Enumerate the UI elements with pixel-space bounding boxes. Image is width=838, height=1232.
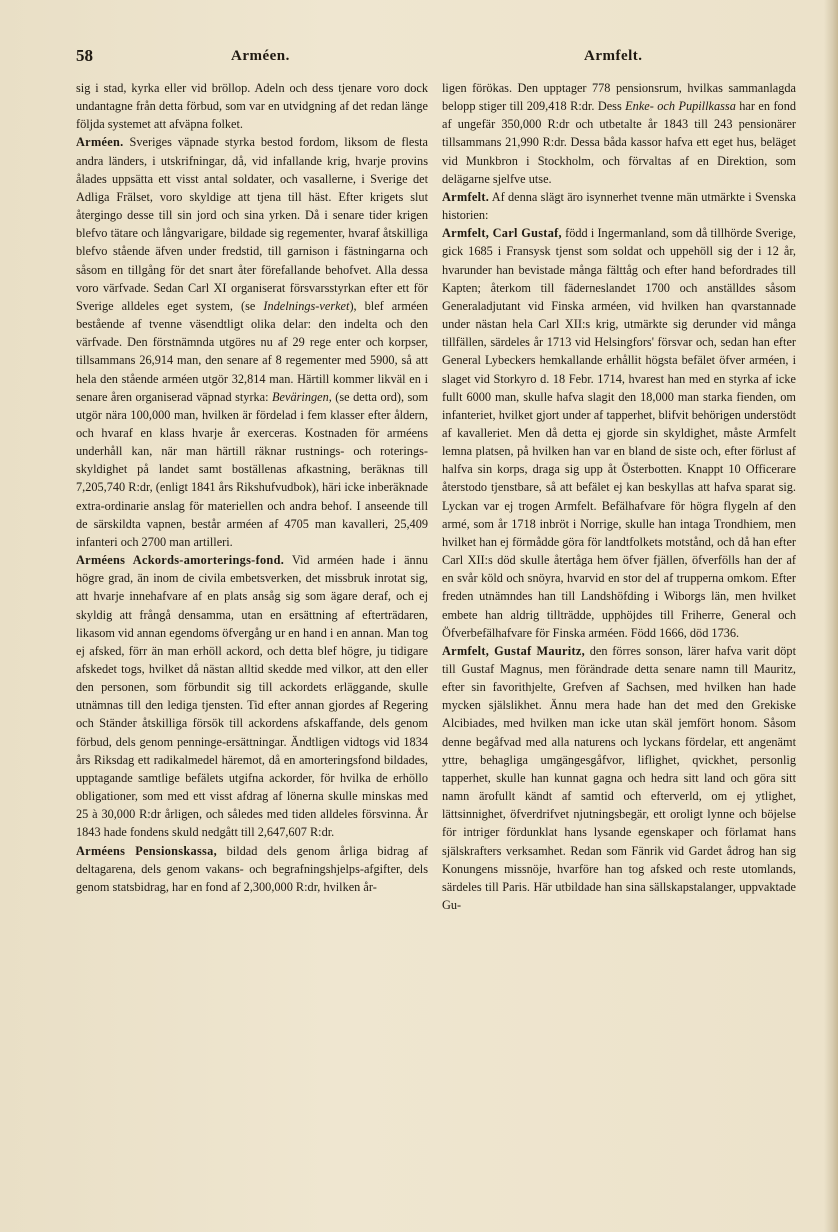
continuation-paragraph — [76, 79, 428, 133]
entry-armfelt-gustaf-mauritz — [442, 642, 796, 914]
right-column — [442, 79, 796, 1209]
entry-headword: Arméens Ackords-amorterings-fond. — [76, 553, 285, 568]
page-number: 58 — [76, 46, 93, 65]
entry-text: den förres sonson, lärer hafva varit döpt till Gustaf Magnus, men förändrade detta senare namn till Mauritz, efter sin favorithjelte, Grefven af Sachsen, med hvilken han hade mycken själslikhet. Ännu mera hade han det med den Grekiske Alcibiades, med hvilken man icke utan skäl jemfört honom. Såsom denne begåfvad med alla naturens och lyckans fördelar, ett angenämt yttre, behagliga umgängesgåfvor, liflighet, qvickhet, personlig tapperhet, skulle han kunnat gagna och hedra sitt land och göra sitt namn ärofullt kändt af samtid och efterverld, om ej ytlighet, lättsinnighet, öfverdrifvet njutningsbegär, ett oroligt lynne och böjelse för intriger fördunklat hans lysande egenskaper och förlamat hans själskrafters verksamhet. Redan som Fänrik vid Gardet ådrog han sig Konungens missnöje, hvarföre han tog afsked och reste utomlands, särdeles till Paris. Här utbildade han sina sällskapstalanger, uppvaktade Gu- — [442, 643, 796, 913]
entry-headword: Armfelt, Carl Gustaf, — [442, 226, 562, 241]
entry-text: Af denna slägt äro isynnerhet tvenne män utmärkte i Svenska historien: — [442, 189, 796, 223]
continuation-paragraph — [442, 79, 796, 188]
entry-text: född i Ingermanland, som då tillhörde Sverige, gick 1685 i Fransysk tjenst som soldat och uppehöll sig der i 12 år, hvarunder han bevistade många fälttåg och efter hand befordrades till Kapten; återkom till fäderneslandet 1700 och anställdes såsom Generaladjutant vid Finska arméen, vid hvilken han qvarstannade under nästan hela Carl XII:s krig, utmärkte sig derunder vid många tillfällen, särdeles år 1713 vid Helsingfors' försvar och, sedan han efter General Lybeckers hemkallande erhållit högsta befälet öfver arméen, i slaget vid Storkyro d. 18 Febr. 1714, hvarest han med en styrka af icke fullt 6000 man, skulle hafva slagit den 18,000 man starka fienden, om infanteriet, hvilket gjort under af tapperhet, blifvit behörigen understödt af kavalleriet. Men då detta ej gjorde sin skyldighet, måste Armfelt lemna platsen, på hvilken han var en bland de siste och, efter förlust af halfva sin korps, draga sig upp åt Österbotten. Knappt 10 Officerare återstodo tjenstbare, så att befälet ej kan beskyllas att hafva sparat sig. Lyckan var ej trogen Armfelt. Befälhafvare för högra flygeln af den armé, som år 1718 inbröt i Norrige, skulle han intaga Trondhiem, men hvilket han ej förmådde göra för landtfolkets motstånd, och då han efter Carl XII:s död skulle återtåga hem öfver fjällen, öfverfölls han der af en svår köld och snöyra, hvarvid en stor del af trupperna omkom. Efter freden utnämndes han till Landshöfding i Wiborgs län, men hvilket embete han aldrig tillträdde, upphöjdes till Friherre, General och Öfverbefälhafvare för Finska arméen. Född 1666, död 1736. — [442, 226, 796, 640]
entry-text: ), blef arméen bestående af tvenne väsendtligt olika delar: den indelta och den värfvade. Den förstnämnda utgöres nu af 29 rege enter och korpser, tillsammans 26,914 man, den senare af 8 regementer med 5900, så att hela den stående arméen utgör 32,814 man. Härtill kommer likväl en i senare åren organiserad väpnad styrka: — [76, 298, 428, 404]
entry-headword: Arméens Pensionskassa, — [76, 843, 217, 858]
entry-headword: Arméen. — [76, 135, 124, 150]
entry-text: Sveriges väpnade styrka bestod fordom, liksom de flesta andra länders, i utskrifningar, då, vid infallande krig, hvarje provins ålades uppsätta ett visst antal soldater, och vasallerne, i Sverige det Adliga Frälset, voro skyldige att tjena till häst. Efter krigets slut återgingo desse till sin jord och sina yrken. Då i senare tider krigen blefvo tätare och långvarigare, bildade sig regementer, hvaraf åtskilliga blefvo stående äfven under fredstid, till garnison i fästningarna och såsom en tillgång för det snart åter förefallande behofvet. Alla dessa voro värfvade. Sedan Carl XI organiserat försvarsstyrkan efter ett för Sverige alldeles eget system, (se — [76, 135, 428, 313]
paragraph-text: sig i stad, kyrka eller vid bröllop. Adeln och dess tjenare voro dock undantagne från detta förbud, som var en utvidgning af det redan länge följda systemet att afväpna folket. — [76, 81, 428, 132]
entry-armfelt-carl-gustaf — [442, 224, 796, 642]
page-edge — [824, 0, 838, 1232]
entry-armeen — [76, 133, 428, 551]
paragraph-text: ligen förökas. Den upptager 778 pensionsrum, hvilkas sammanlagda belopp stiger till 209,418 R:dr. Dess — [442, 81, 796, 114]
entry-text: Vid arméen hade i ännu högre grad, än inom de civila embetsverken, det missbruk inrotat sig, att hvarje innehafvare af en plats ansåg sig som ägare deraf, och ej skyldig att frångå densamma, utan en ersättning af efterträdaren, likasom vid annan egendoms öfvergång ur en hand i en annan. Man tog ej afsked, förr än man erhöll ackord, och detta blef högre, ju tidigare afskedet togs, hvilket då nästan alltid skedde med vilkor, att den eller den personen, som förbundit sig till ackordets erläggande, skulle utnämnas till den lediga tjensten. Tid efter annan gjordes af Regering och Ständer åtskilliga försök till ackordens afskaffande, dels genom förbud, dels genom penninge-ersättningar. Ändtligen vidtogs vid 1834 års Riksdag ett radikalmedel häremot, då en amorteringsfond bildades, upptagande samtlige befälets utgifna ackorder, för hvilka de erhöllo obligationer, som med ett visst afdrag af lönerna skulle minskas med 25 à 30,000 R:dr årligen, och således med tiden alldeles försvinna. År 1843 hade fondens skuld nedgått till 2,647,607 R:dr. — [76, 553, 428, 840]
page-header — [76, 46, 796, 70]
cross-reference: Indelnings-verket — [263, 298, 350, 313]
entry-headword: Armfelt, Gustaf Mauritz, — [442, 643, 585, 658]
entry-ackords-fond — [76, 551, 428, 842]
cross-reference: Enke- och Pupillkassa — [625, 99, 736, 114]
entry-text: (se detta ord), som utgör nära 100,000 man, hvilken är fördelad i fem klasser efter åldern, och hvaraf en klass hvarje år exerceras. Kostnaden för arméens underhåll kan, när man härtill räknar rustnings- och roterings-skyldighet på landet samt boställenas afkastning, beräknas till 7,205,740 R:dr, (enligt 1841 års Rikshufvudbok), häri icke inberäknade extra-ordinarie anslag för materiellen och andra behof. I anseende till de särskildta vapnen, består arméen af 4705 man kavalleri, 25,409 infanteri och 2700 man artilleri. — [76, 389, 428, 549]
running-head-right: Armfelt. — [584, 48, 643, 64]
entry-headword: Armfelt. — [442, 189, 490, 204]
left-column — [76, 79, 428, 1209]
paragraph-text: har en fond af ungefär 350,000 R:dr och utbetalte år 1843 till 243 pensionärer tillsammans 21,990 R:dr. Dessa båda kassor hafva ett eget hus, beläget vid Munkbron i Stockholm, och förvaltas af en Direktion, som delägarne sjelfve utse. — [442, 99, 796, 186]
entry-armfelt — [442, 188, 796, 224]
entry-pensionskassa — [76, 842, 428, 896]
running-head-left: Arméen. — [231, 48, 290, 64]
entry-text: bildad dels genom årliga bidrag af deltagarena, dels genom vakans- och begrafningshjelps-afgifter, dels genom statsbidrag, har en fond af 2,300,000 R:dr, hvilken år- — [76, 843, 428, 894]
cross-reference: Beväringen, — [272, 389, 332, 404]
